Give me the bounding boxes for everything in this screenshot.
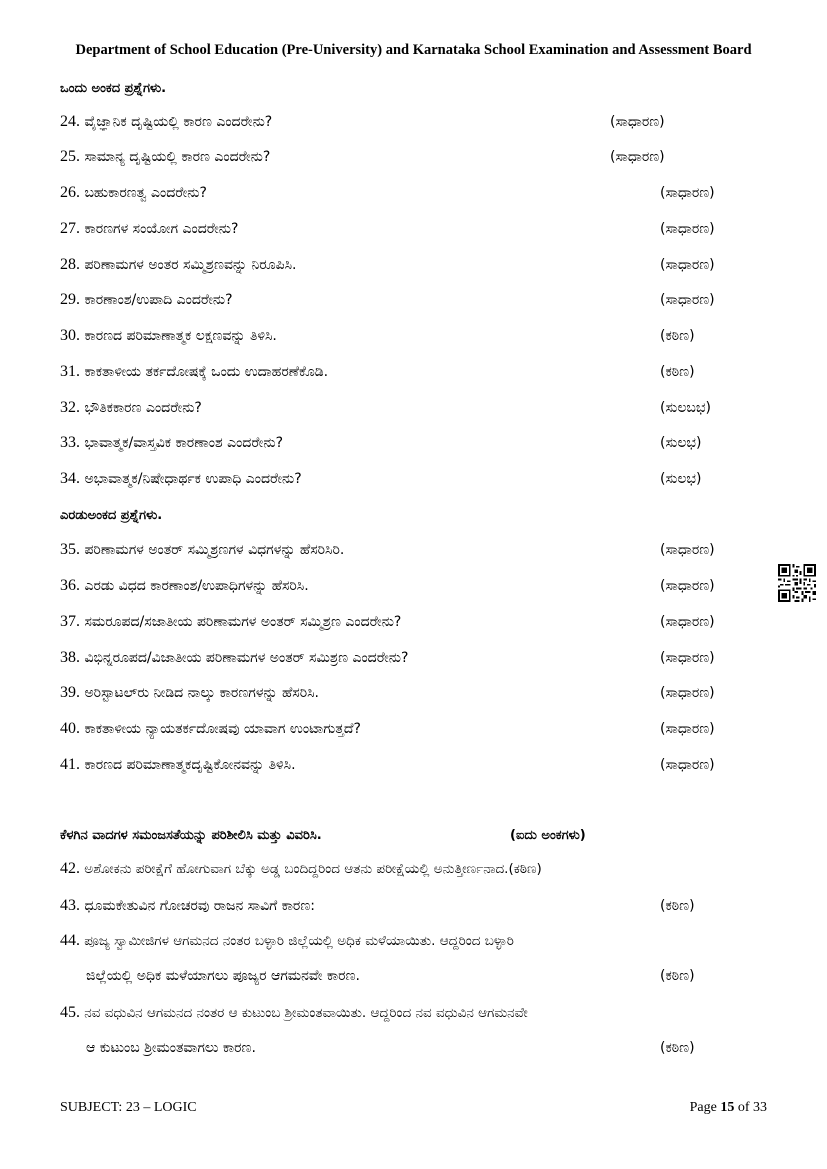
difficulty-28: (ಸಾಧಾರಣ) — [660, 257, 715, 273]
footer-subject: SUBJECT: 23 – LOGIC — [60, 1100, 197, 1115]
difficulty-27: (ಸಾಧಾರಣ) — [660, 221, 715, 237]
section-five-mark-label: (ಐದು ಅಂಕಗಳು) — [510, 828, 586, 843]
question-44: 44. ಪೂಜ್ಯ ಸ್ವಾಮೀಜಿಗಳ ಆಗಮನದ ನಂತರ ಬಳ್ಳಾರಿ ಜಿಲ್ಲೆಯಲ್ಲಿ ಅಧಿಕ ಮಳೆಯಾಯಿತು. ಆದ್ದರಿಂದ ಬಳ್ಳಾರಿ — [60, 932, 514, 949]
question-40: 40. ಕಾಕತಾಳೀಯ ನ್ಯಾಯತರ್ಕದೋಷವು ಯಾವಾಗ ಉಂಟಾಗುತ್ತದೆ? — [60, 720, 361, 737]
section-two-mark: ಎರಡುಅಂಕದ ಪ್ರಶ್ನೆಗಳು. — [60, 508, 163, 523]
difficulty-36: (ಸಾಧಾರಣ) — [660, 578, 715, 594]
section-five-mark: ಕೆಳಗಿನ ವಾದಗಳ ಸಮಂಜಸತೆಯನ್ನು ಪರಿಶೀಲಿಸಿ ಮತ್ತು ವಿವರಿಸಿ. — [60, 828, 322, 843]
question-38: 38. ವಿಭಿನ್ನರೂಪದ/ವಿಜಾತೀಯ ಪರಿಣಾಮಗಳ ಅಂತರ್ ಸಮಿಶ್ರಣ ಎಂದರೇನು? — [60, 649, 409, 666]
footer-page-number: Page 15 of 33 — [689, 1100, 767, 1115]
question-44-continued: ಜಿಲ್ಲೆಯಲ್ಲಿ ಅಧಿಕ ಮಳೆಯಾಗಲು ಪೂಜ್ಯರ ಆಗಮನವೇ ಕಾರಣ. — [86, 968, 360, 984]
section-one-mark: ಒಂದು ಅಂಕದ ಪ್ರಶ್ನೆಗಳು. — [60, 81, 167, 96]
difficulty-45: (ಕಠಿಣ) — [660, 1040, 695, 1056]
difficulty-37: (ಸಾಧಾರಣ) — [660, 614, 715, 630]
difficulty-31: (ಕಠಿಣ) — [660, 364, 695, 380]
difficulty-35: (ಸಾಧಾರಣ) — [660, 542, 715, 558]
difficulty-41: (ಸಾಧಾರಣ) — [660, 757, 715, 773]
difficulty-32: (ಸುಲಬಭ) — [660, 400, 711, 416]
difficulty-26: (ಸಾಧಾರಣ) — [660, 185, 715, 201]
question-29: 29. ಕಾರಣಾಂಶ/ಉಪಾದಿ ಎಂದರೇನು? — [60, 291, 233, 308]
question-28: 28. ಪರಿಣಾಮಗಳ ಅಂತರ ಸಮ್ಮಿಶ್ರಣವನ್ನು ನಿರೂಪಿಸಿ. — [60, 256, 297, 273]
difficulty-34: (ಸುಲಭ) — [660, 471, 702, 487]
qr-code-icon — [778, 564, 816, 602]
question-33: 33. ಭಾವಾತ್ಮಕ/ವಾಸ್ತವಿಕ ಕಾರಣಾಂಶ ಎಂದರೇನು? — [60, 434, 284, 451]
question-37: 37. ಸಮರೂಪದ/ಸಜಾತೀಯ ಪರಿಣಾಮಗಳ ಅಂತರ್ ಸಮ್ಮಿಶ್ರಣ ಎಂದರೇನು? — [60, 613, 402, 630]
difficulty-39: (ಸಾಧಾರಣ) — [660, 685, 715, 701]
question-24: 24. ವೈಜ್ಞಾನಿಕ ದೃಷ್ಟಿಯಲ್ಲಿ ಕಾರಣ ಎಂದರೇನು? — [60, 113, 273, 130]
difficulty-24: (ಸಾಧಾರಣ) — [610, 114, 665, 130]
difficulty-44: (ಕಠಿಣ) — [660, 968, 695, 984]
question-42: 42. ಅಶೋಕನು ಪರೀಕ್ಷೆಗೆ ಹೋಗುವಾಗ ಬೆಕ್ಕು ಅಡ್ಡ ಬಂದಿದ್ದರಿಂದ ಆತನು ಪರೀಕ್ಷೆಯಲ್ಲಿ ಅನುತ್ತೀರ್ಣನಾದ.(ಕಠಿಣ) — [60, 860, 542, 877]
question-45-continued: ಆ ಕುಟುಂಬ ಶ್ರೀಮಂತವಾಗಲು ಕಾರಣ. — [86, 1040, 256, 1056]
difficulty-43: (ಕಠಿಣ) — [660, 898, 695, 914]
question-35: 35. ಪರಿಣಾಮಗಳ ಅಂತರ್ ಸಮ್ಮಿಶ್ರಣಗಳ ವಿಧಗಳನ್ನು ಹೆಸರಿಸಿರಿ. — [60, 541, 345, 558]
question-26: 26. ಬಹುಕಾರಣತ್ವ ಎಂದರೇನು? — [60, 184, 207, 201]
difficulty-40: (ಸಾಧಾರಣ) — [660, 721, 715, 737]
page-header: Department of School Education (Pre-University) and Karnataka School Examination and Assessment Board — [75, 42, 752, 58]
question-43: 43. ಧೂಮಕೇತುವಿನ ಗೋಚರವು ರಾಜನ ಸಾವಿಗೆ ಕಾರಣ: — [60, 897, 315, 914]
question-36: 36. ಎರಡು ವಿಧದ ಕಾರಣಾಂಶ/ಉಪಾಧಿಗಳನ್ನು ಹೆಸರಿಸಿ. — [60, 577, 309, 594]
question-39: 39. ಅರಿಸ್ಟಾಟಲ್‌ರು ನೀಡಿದ ನಾಲ್ಕು ಕಾರಣಗಳನ್ನು ಹೆಸರಿಸಿ. — [60, 684, 319, 701]
difficulty-25: (ಸಾಧಾರಣ) — [610, 149, 665, 165]
difficulty-29: (ಸಾಧಾರಣ) — [660, 292, 715, 308]
question-32: 32. ಭೌತಿಕಕಾರಣ ಎಂದರೇನು? — [60, 399, 202, 416]
difficulty-33: (ಸುಲಭ) — [660, 435, 702, 451]
difficulty-38: (ಸಾಧಾರಣ) — [660, 650, 715, 666]
question-45: 45. ನವ ವಧುವಿನ ಆಗಮನದ ನಂತರ ಆ ಕುಟುಂಬ ಶ್ರೀಮಂತವಾಯಿತು. ಆದ್ದರಿಂದ ನವ ವಧುವಿನ ಆಗಮನವೇ — [60, 1004, 528, 1021]
question-31: 31. ಕಾಕತಾಳೀಯ ತರ್ಕದೋಷಕ್ಕೆ ಒಂದು ಉದಾಹರಣೆಕೊಡಿ. — [60, 363, 329, 380]
question-34: 34. ಅಭಾವಾತ್ಮಕ/ನಿಷೇಧಾರ್ಥಕ ಉಪಾಧಿ ಎಂದರೇನು? — [60, 470, 302, 487]
question-25: 25. ಸಾಮಾನ್ಯ ದೃಷ್ಟಿಯಲ್ಲಿ ಕಾರಣ ಎಂದರೇನು? — [60, 148, 271, 165]
question-41: 41. ಕಾರಣದ ಪರಿಮಾಣಾತ್ಮಕದೃಷ್ಟಿಕೋನವನ್ನು ತಿಳಿಸಿ. — [60, 756, 296, 773]
question-27: 27. ಕಾರಣಗಳ ಸಂಯೋಗ ಎಂದರೇನು? — [60, 220, 239, 237]
question-30: 30. ಕಾರಣದ ಪರಿಮಾಣಾತ್ಮಕ ಲಕ್ಷಣವನ್ನು ತಿಳಿಸಿ. — [60, 327, 277, 344]
difficulty-30: (ಕಠಿಣ) — [660, 328, 695, 344]
